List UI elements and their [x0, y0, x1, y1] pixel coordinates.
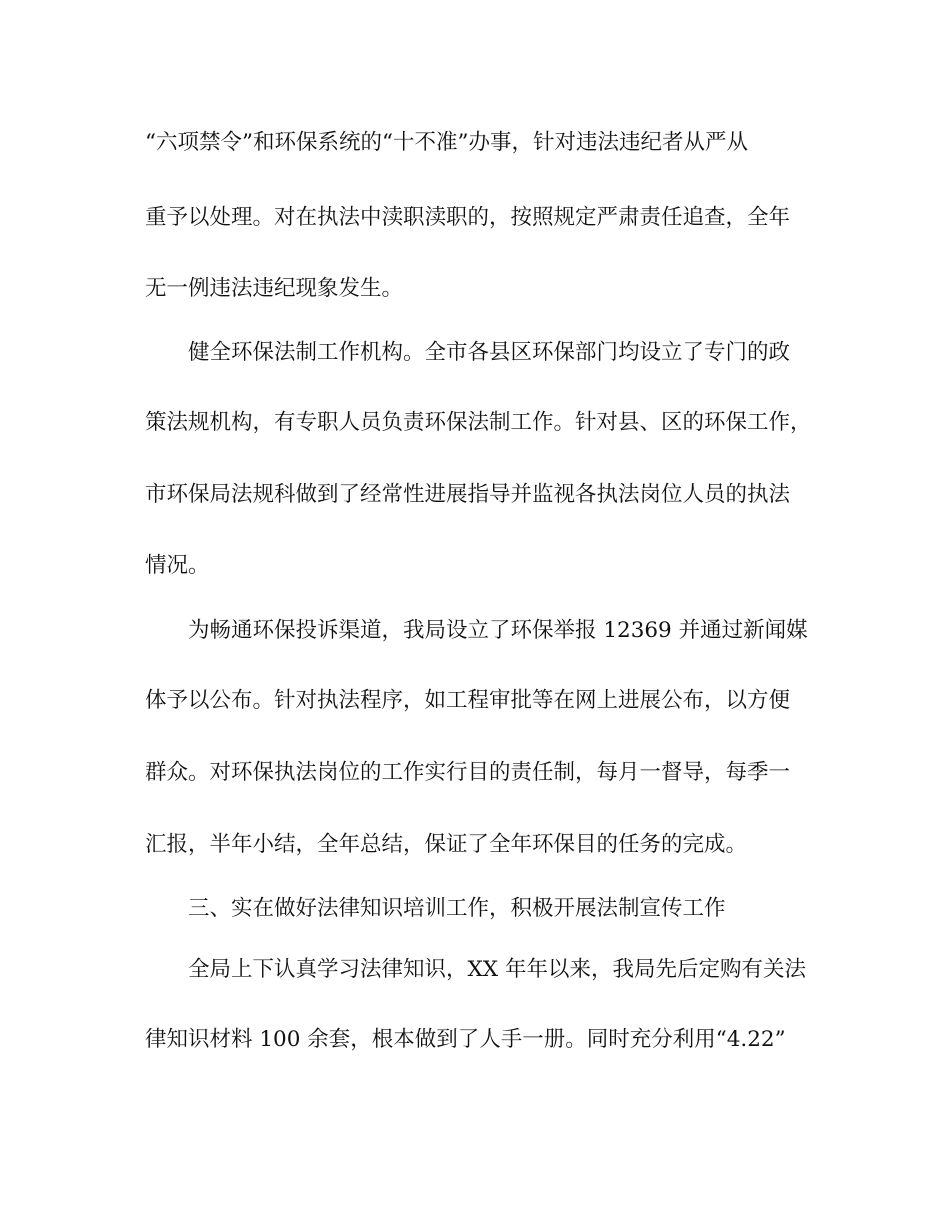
paragraph-line: 重予以处理。对在执法中渎职渎职的，按照规定严肃责任追查，全年: [145, 205, 791, 230]
paragraph-line: 全局上下认真学习法律知识，XX 年年以来，我局先后定购有关法: [188, 957, 806, 982]
paragraph-line: “六项禁令”和环保系统的“十不准”办事，针对违法违纪者从严从: [145, 130, 748, 155]
paragraph-line: 情况。: [145, 553, 210, 578]
paragraph-line: 律知识材料 100 余套，根本做到了人手一册。同时充分利用“4.22”: [145, 1027, 786, 1052]
section-heading: 三、实在做好法律知识培训工作，积极开展法制宣传工作: [188, 896, 726, 921]
paragraph-line: 为畅通环保投诉渠道，我局设立了环保举报 12369 并通过新闻媒: [188, 618, 808, 643]
paragraph-line: 汇报，半年小结，全年总结，保证了全年环保目的任务的完成。: [145, 832, 748, 857]
paragraph-line: 体予以公布。针对执法程序，如工程审批等在网上进展公布，以方便: [145, 688, 791, 713]
paragraph-line: 市环保局法规科做到了经常性进展指导并监视各执法岗位人员的执法: [145, 482, 791, 507]
paragraph-line: 无一例违法违纪现象发生。: [145, 276, 404, 301]
paragraph-line: 健全环保法制工作机构。全市各县区环保部门均设立了专门的政: [188, 340, 791, 365]
paragraph-line: 群众。对环保执法岗位的工作实行目的责任制，每月一督导，每季一: [145, 760, 791, 785]
paragraph-line: 策法规机构，有专职人员负责环保法制工作。针对县、区的环保工作，: [145, 410, 812, 435]
